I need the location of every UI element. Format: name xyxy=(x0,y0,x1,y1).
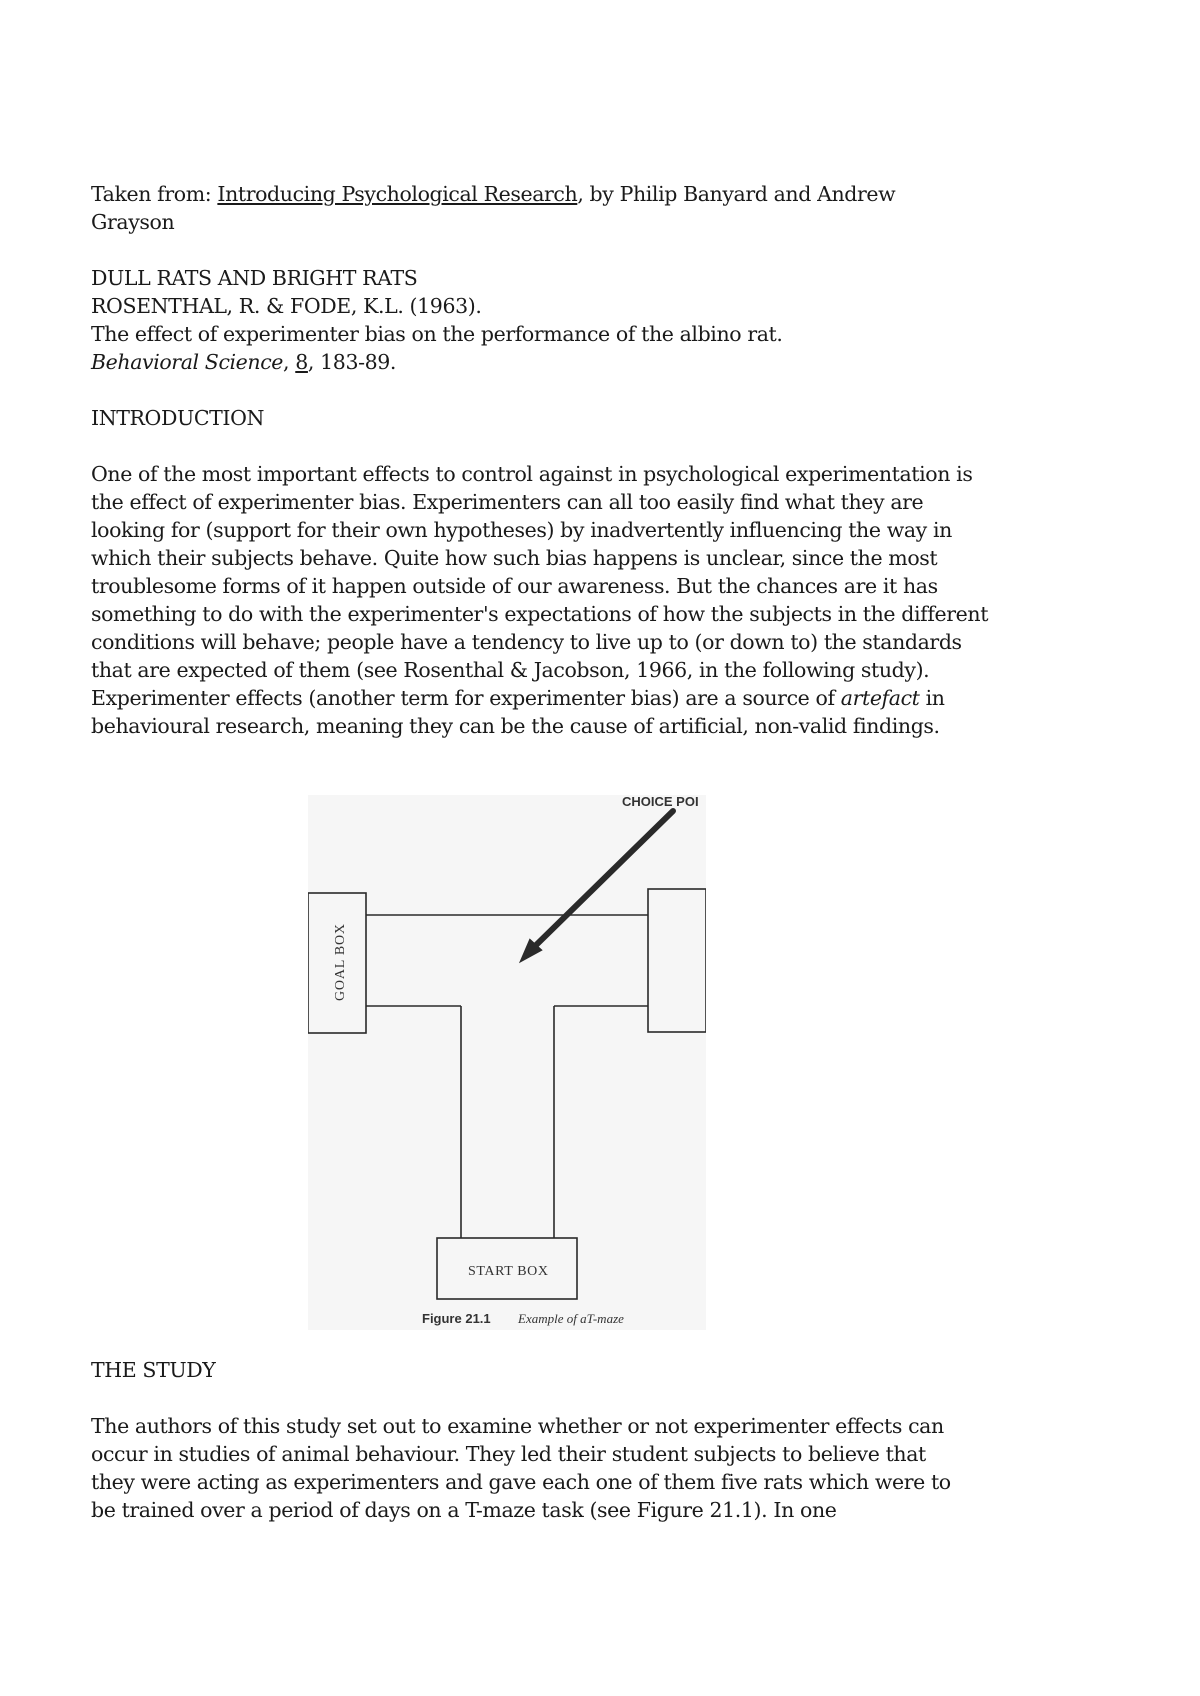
document-body xyxy=(91,180,991,740)
book-title: Introducing Psychological Research xyxy=(217,182,578,206)
journal-separator: , xyxy=(283,350,296,374)
intro-line: something to do with the experimenter's expectations of how the subjects in the different xyxy=(91,602,989,626)
study-line: be trained over a period of days on a T-maze task (see Figure 21.1). In one xyxy=(91,1498,837,1522)
journal-name: Behavioral Science xyxy=(91,350,284,374)
spacer xyxy=(91,236,991,264)
introduction-heading: INTRODUCTION xyxy=(91,406,265,430)
intro-line: looking for (support for their own hypotheses) by inadvertently influencing the way in xyxy=(91,518,952,542)
intro-text: in xyxy=(919,686,945,710)
spacer xyxy=(91,1384,991,1412)
source-line xyxy=(91,180,991,208)
right-goal-box xyxy=(648,889,706,1032)
journal-volume: 8 xyxy=(295,350,308,374)
choice-point-label: CHOICE POI xyxy=(622,795,699,809)
intro-text: Experimenter effects (another term for experimenter bias) are a source of xyxy=(91,686,841,710)
source-prefix: Taken from: xyxy=(91,182,218,206)
figure-caption-number: Figure 21.1 xyxy=(422,1311,491,1326)
paper-title: DULL RATS AND BRIGHT RATS xyxy=(91,266,418,290)
study-heading: THE STUDY xyxy=(91,1358,216,1382)
study-line: they were acting as experimenters and gave each one of them five rats which were to xyxy=(91,1470,951,1494)
t-maze-diagram xyxy=(308,795,706,1330)
study-line: occur in studies of animal behaviour. They led their student subjects to believe that xyxy=(91,1442,926,1466)
study-line: The authors of this study set out to examine whether or not experimenter effects can xyxy=(91,1414,944,1438)
start-box-label: START BOX xyxy=(468,1264,549,1279)
intro-line: conditions will behave; people have a tendency to live up to (or down to) the standards xyxy=(91,630,962,654)
intro-line xyxy=(91,684,991,712)
spacer xyxy=(91,376,991,404)
intro-line: behavioural research, meaning they can be the cause of artificial, non-valid findings. xyxy=(91,714,940,738)
goal-box-label: GOAL BOX xyxy=(333,923,348,1001)
choice-point-arrow xyxy=(521,811,673,961)
intro-line: that are expected of them (see Rosenthal & Jacobson, 1966, in the following study). xyxy=(91,658,930,682)
intro-line: the effect of experimenter bias. Experimenters can all too easily find what they are xyxy=(91,490,924,514)
t-maze-figure xyxy=(308,795,706,1330)
intro-line: troublesome forms of it happen outside of our awareness. But the chances are it has xyxy=(91,574,938,598)
paper-journal-line xyxy=(91,348,991,376)
maze-outline xyxy=(308,889,706,1299)
journal-pages: , 183-89. xyxy=(307,350,397,374)
paper-authors: ROSENTHAL, R. & FODE, K.L. (1963). xyxy=(91,294,482,318)
spacer xyxy=(91,432,991,460)
intro-line: which their subjects behave. Quite how such bias happens is unclear, since the most xyxy=(91,546,938,570)
artefact-term: artefact xyxy=(840,686,920,710)
figure-caption-text: Example of aT-maze xyxy=(518,1311,624,1326)
paper-article-title: The effect of experimenter bias on the performance of the albino rat. xyxy=(91,322,783,346)
study-section xyxy=(91,1356,991,1524)
source-line-2: Grayson xyxy=(91,210,175,234)
source-suffix: , by Philip Banyard and Andrew xyxy=(577,182,896,206)
intro-line: One of the most important effects to control against in psychological experimentation is xyxy=(91,462,973,486)
